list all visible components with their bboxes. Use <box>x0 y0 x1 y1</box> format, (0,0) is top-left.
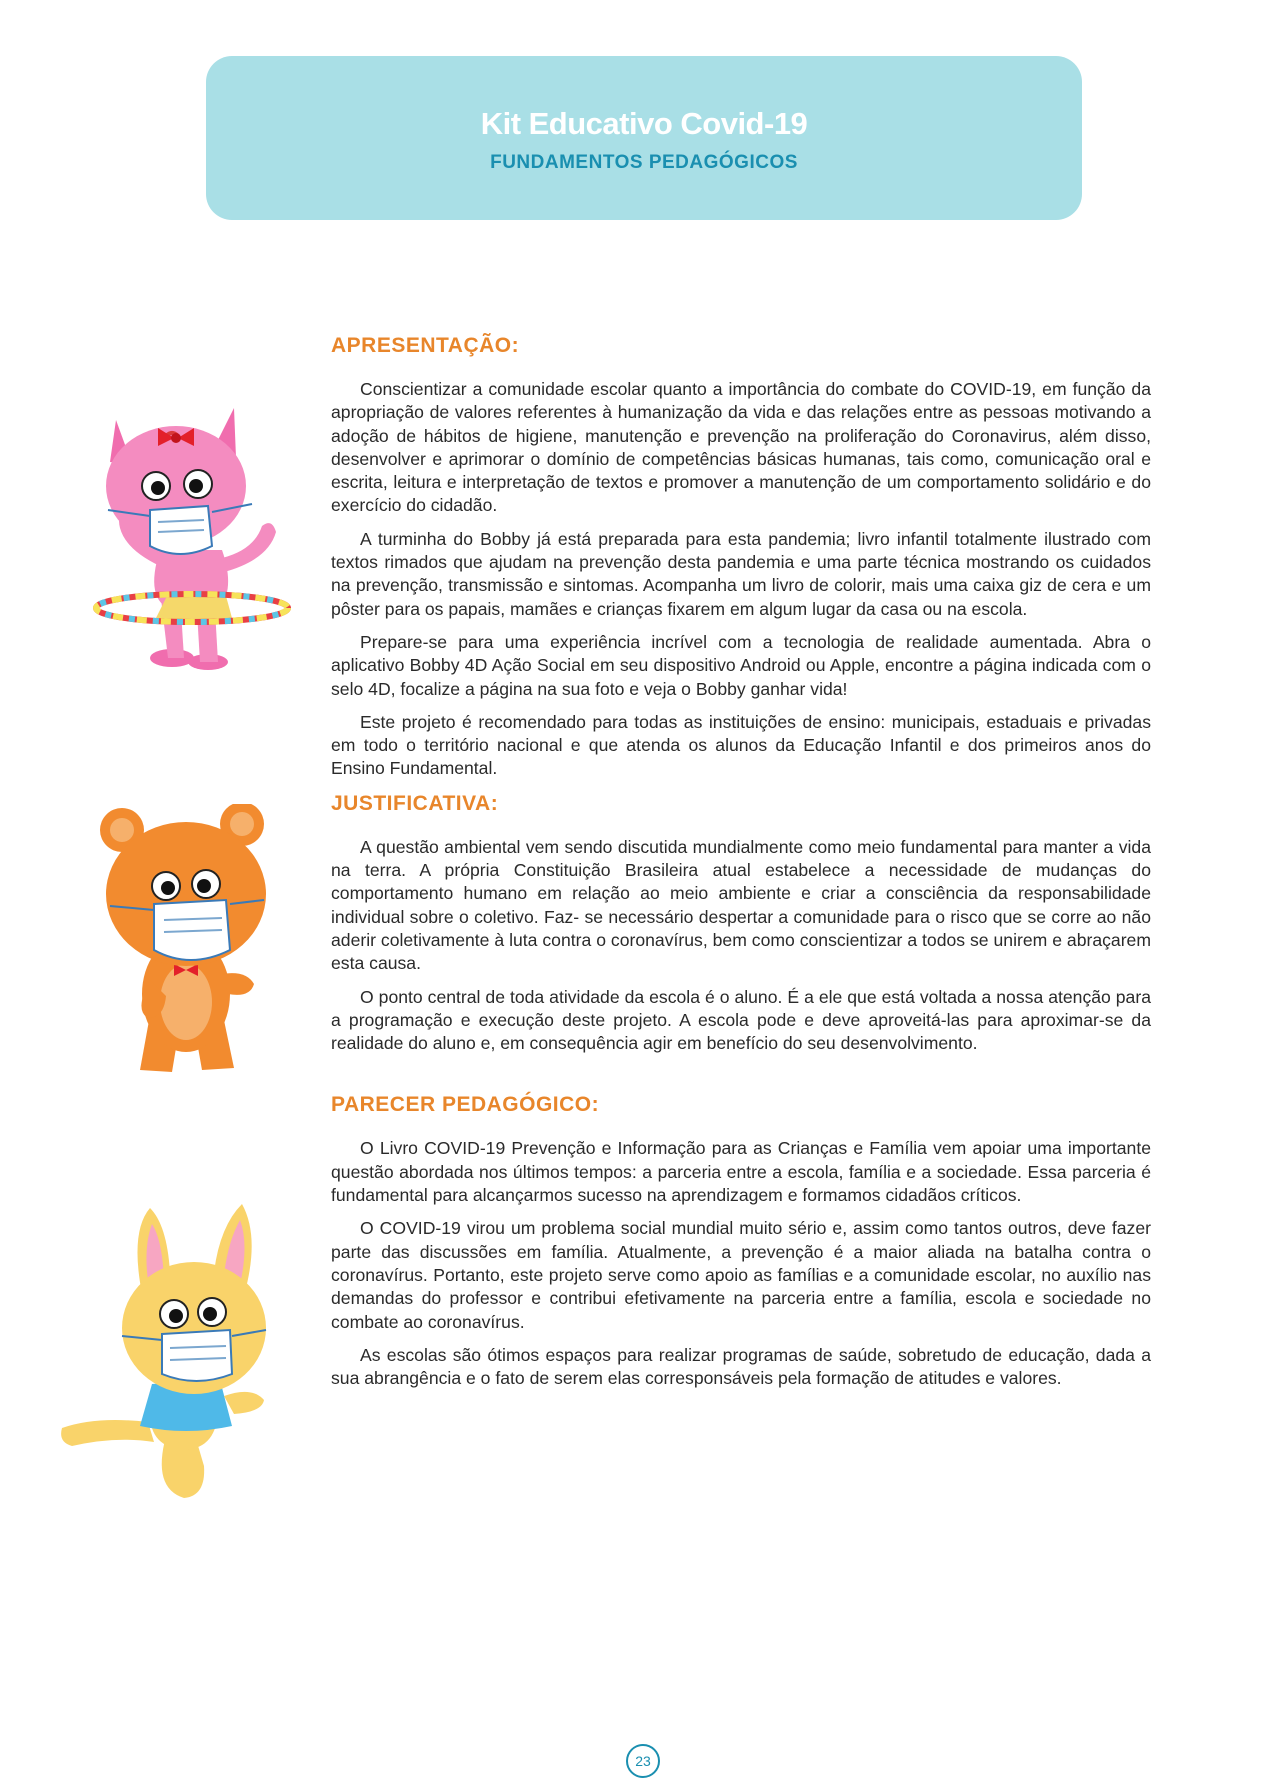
paragraph: As escolas são ótimos espaços para realizar programas de saúde, sobretudo de educação, dada a sua abrangência e o fato de serem elas corresponsáveis pela formação de atitudes e valores. <box>331 1344 1151 1389</box>
bear-character-illustration <box>94 804 266 1086</box>
paragraph: O Livro COVID-19 Prevenção e Informação para as Crianças e Família vem apoiar uma importante questão abordada nos últimos tempos: a parceria entre a escola, família e a sociedade. Essa parceria é fundamental para alcançarmos sucesso na aprendizagem e formamos cidadãos críticos. <box>331 1138 1151 1206</box>
header-banner <box>206 56 1082 220</box>
heading-parecer-pedagogico: PARECER PEDAGÓGICO: <box>331 1093 600 1117</box>
cat-character-illustration <box>76 400 298 678</box>
bunny-character-illustration <box>56 1196 294 1510</box>
paragraph: O COVID-19 virou um problema social mundial muito sério e, assim como tantos outros, deve fazer parte das discussões em família. Atualmente, a prevenção é a maior aliada na batalha contra o coronavírus. Portanto, este projeto serve como apoio as famílias e a comunidade escolar, no auxílio nas demandas do professor e contribui efetivamente na parceria entre a família, escola e sociedade no combate ao coronavírus. <box>331 1218 1151 1332</box>
page-subtitle: FUNDAMENTOS PEDAGÓGICOS <box>490 152 798 173</box>
page-title: Kit Educativo Covid-19 <box>480 106 808 141</box>
main-content <box>331 332 1151 1400</box>
paragraph: A questão ambiental vem sendo discutida mundialmente como meio fundamental para manter a vida na terra. A própria Constituição Brasileira atual estabelece a necessidade de mudanças do comportamento humano em relação ao meio ambiente e criar a consciência da responsabilidade individual sobre o coletivo. Faz- se necessário despertar a comunidade para o risco que se corre ao não aderir coletivamente à luta contra o coronavírus, bem como conscientizar a todos se unirem e abraçarem esta causa. <box>331 836 1151 974</box>
page-number: 23 <box>626 1744 660 1778</box>
paragraph: O ponto central de toda atividade da escola é o aluno. É a ele que está voltada a nossa atenção para a programação e execução deste projeto. A escola pode e deve aproveitá-las para aproximar-se da realidade do aluno e, em consequência agir em benefício do seu desenvolvimento. <box>331 986 1151 1054</box>
paragraph: Conscientizar a comunidade escolar quanto a importância do combate do COVID-19, em função da apropriação de valores referentes à humanização da vida e das relações entre as pessoas motivando a adoção de hábitos de higiene, manutenção e prevenção na proliferação do Coronavirus, além disso, desenvolver e aprimorar o domínio de competências básicas humanas, tais como, comunicação oral e escrita, leitura e interpretação de textos e promover a manutenção de um comportamento solidário e do exercício do cidadão. <box>331 379 1151 516</box>
heading-justificativa: JUSTIFICATIVA: <box>331 791 499 815</box>
paragraph: Este projeto é recomendado para todas as instituições de ensino: municipais, estaduais e privadas em todo o território nacional e que atenda os alunos da Educação Infantil e dos primeiros anos do Ensino Fundamental. <box>331 711 1151 779</box>
paragraph: Prepare-se para uma experiência incrível com a tecnologia de realidade aumentada. Abra o aplicativo Bobby 4D Ação Social em seu dispositivo Android ou Apple, encontre a página indicada com o selo 4D, focalize a página na sua foto e veja o Bobby ganhar vida! <box>331 631 1151 699</box>
heading-apresentacao: APRESENTAÇÃO: <box>331 334 520 357</box>
paragraph: A turminha do Bobby já está preparada para esta pandemia; livro infantil totalmente ilustrado com textos rimados que ajudam na prevenção desta pandemia e uma parte técnica mostrando os cuidados na prevenção, transmissão e sintomas. Acompanha um livro de colorir, mais uma caixa giz de cera e um pôster para os papais, mamães e crianças fixarem em algum lugar da casa ou na escola. <box>331 528 1151 619</box>
